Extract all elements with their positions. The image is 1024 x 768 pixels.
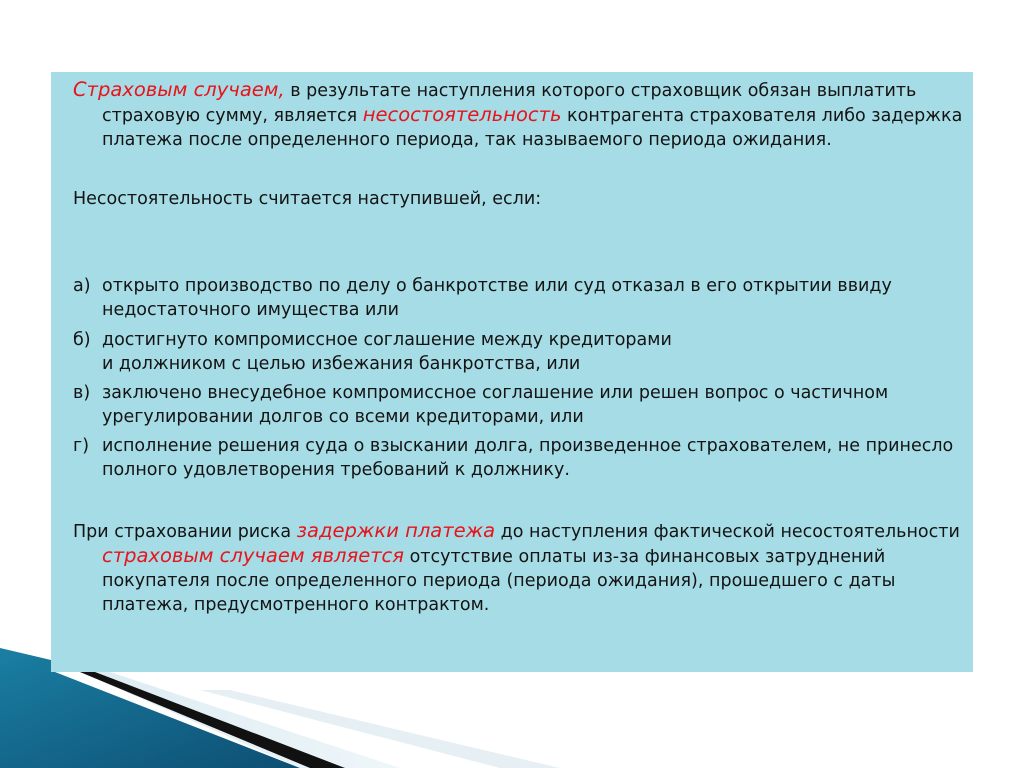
- list-item-text-line1: достигнуто компромиссное соглашение между кредиторами: [102, 330, 672, 350]
- delay-text-a: При страховании риска: [73, 522, 297, 542]
- delay-text-c: отсутствие оплаты из-за финансовых затруднений покупателя после определенного периода (периода ожидания), прошедшего с даты платежа, предусмотренного контрактом.: [102, 547, 896, 615]
- term-insolvency: несостоятельность: [362, 103, 562, 126]
- list-marker: а): [73, 276, 91, 296]
- term-payment-delay: задержки платежа: [296, 519, 496, 542]
- insolvency-condition-heading: Несостоятельность считается наступившей, если:: [73, 189, 542, 209]
- list-item-text: открыто производство по делу о банкротстве или суд отказал в его открытии ввиду недостаточного имущества или: [102, 276, 892, 320]
- list-item-text: заключено внесудебное компромиссное соглашение или решен вопрос о частичном урегулировании долгов со всеми кредиторами, или: [102, 383, 889, 427]
- definition-text-a: в результате наступления которого страховщик обязан выплатить страховую сумму, является: [102, 81, 917, 126]
- term-insured-event: Страховым случаем,: [73, 78, 285, 101]
- content-box: [51, 72, 973, 672]
- list-item-b: [73, 328, 963, 376]
- insured-event-definition: [73, 78, 963, 152]
- term-insured-event-is: страховым случаем является: [102, 544, 405, 567]
- list-marker: в): [73, 383, 91, 403]
- list-marker: б): [73, 330, 91, 350]
- delay-text-b: до наступления фактической несостоятельности: [495, 522, 960, 542]
- list-item-g: [73, 434, 963, 482]
- payment-delay-paragraph: [73, 519, 963, 617]
- list-item-a: [73, 274, 963, 322]
- definition-text-b: контрагента страхователя либо задержка платежа после определенного периода, так называемого периода ожидания.: [102, 106, 963, 150]
- list-item-v: [73, 381, 963, 429]
- list-item-text-line2: и должником с целью избежания банкротства, или: [102, 354, 581, 374]
- list-marker: г): [73, 436, 90, 456]
- list-item-text: исполнение решения суда о взыскании долга, произведенное страхователем, не принесло полного удовлетворения требований к должнику.: [102, 436, 954, 480]
